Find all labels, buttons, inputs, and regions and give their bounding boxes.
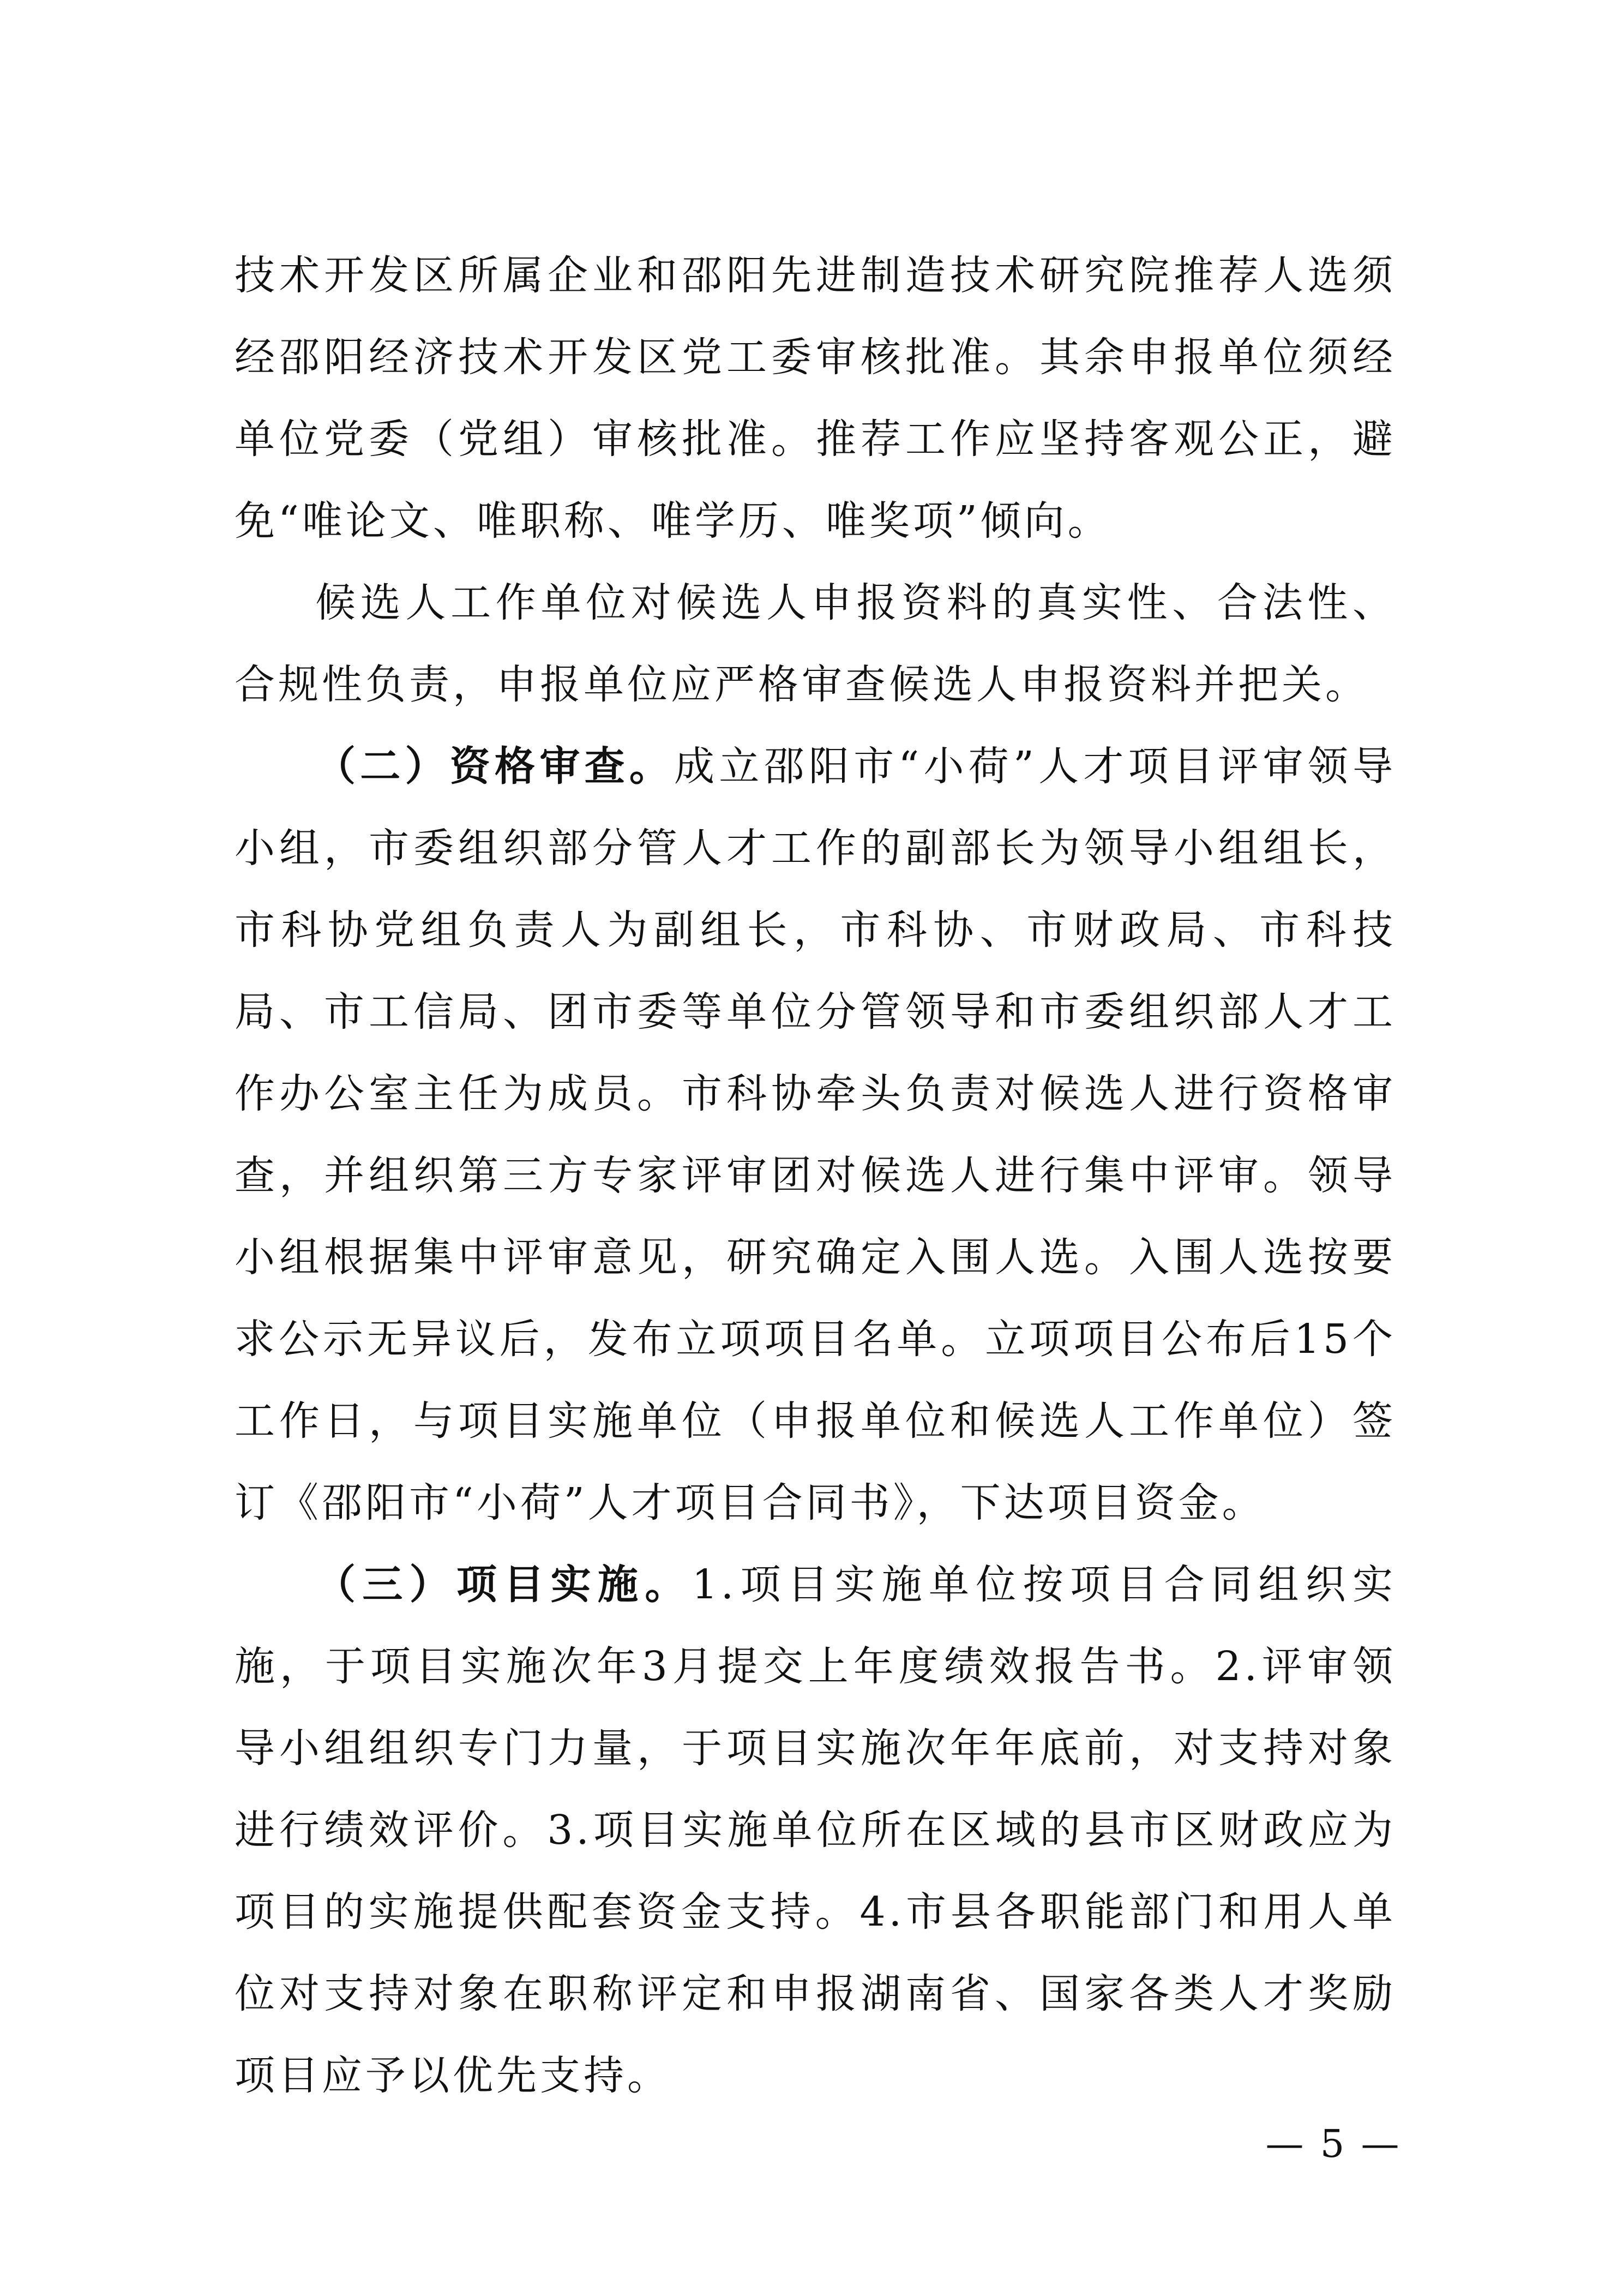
paragraph-text: 技术开发区所属企业和邵阳先进制造技术研究院推荐人选须经邵阳经济技术开发区党工委审核批准。其余申报单位须经单位党委（党组）审核批准。推荐工作应坚持客观公正，避免“唯论文、唯职称、唯学历、唯奖项”倾向。 <box>235 252 1396 544</box>
paragraph-responsibility <box>235 562 1396 726</box>
paragraph-text: 1.项目实施单位按项目合同组织实施，于项目实施次年3月提交上年度绩效报告书。2.评审领导小组组织专门力量，于项目实施次年年底前，对支持对象进行绩效评价。3.项目实施单位所在区域的县市区财政应为项目的实施提供配套资金支持。4.市县各职能部门和用人单位对支持对象在职称评定和申报湖南省、国家各类人才奖励项目应予以优先支持。 <box>235 1561 1396 2099</box>
page-number: — 5 — <box>1265 2121 1402 2166</box>
section-heading: （三）项目实施。 <box>315 1561 692 1608</box>
paragraph-text: 候选人工作单位对候选人申报资料的真实性、合法性、合规性负责，申报单位应严格审查候选人申报资料并把关。 <box>235 579 1396 708</box>
body-text <box>235 235 1396 2117</box>
paragraph-qualification-review <box>235 726 1396 1544</box>
paragraph-continuation <box>235 235 1396 562</box>
paragraph-project-implementation <box>235 1544 1396 2117</box>
section-heading: （二）资格审查。 <box>315 743 675 790</box>
paragraph-text: 成立邵阳市“小荷”人才项目评审领导小组，市委组织部分管人才工作的副部长为领导小组组长，市科协党组负责人为副组长，市科协、市财政局、市科技局、市工信局、团市委等单位分管领导和市委组织部人才工作办公室主任为成员。市科协牵头负责对候选人进行资格审查，并组织第三方专家评审团对候选人进行集中评审。领导小组根据集中评审意见，研究确定入围人选。入围人选按要求公示无异议后，发布立项项目名单。立项项目公布后15个工作日，与项目实施单位（申报单位和候选人工作单位）签订《邵阳市“小荷”人才项目合同书》，下达项目资金。 <box>235 743 1396 1526</box>
